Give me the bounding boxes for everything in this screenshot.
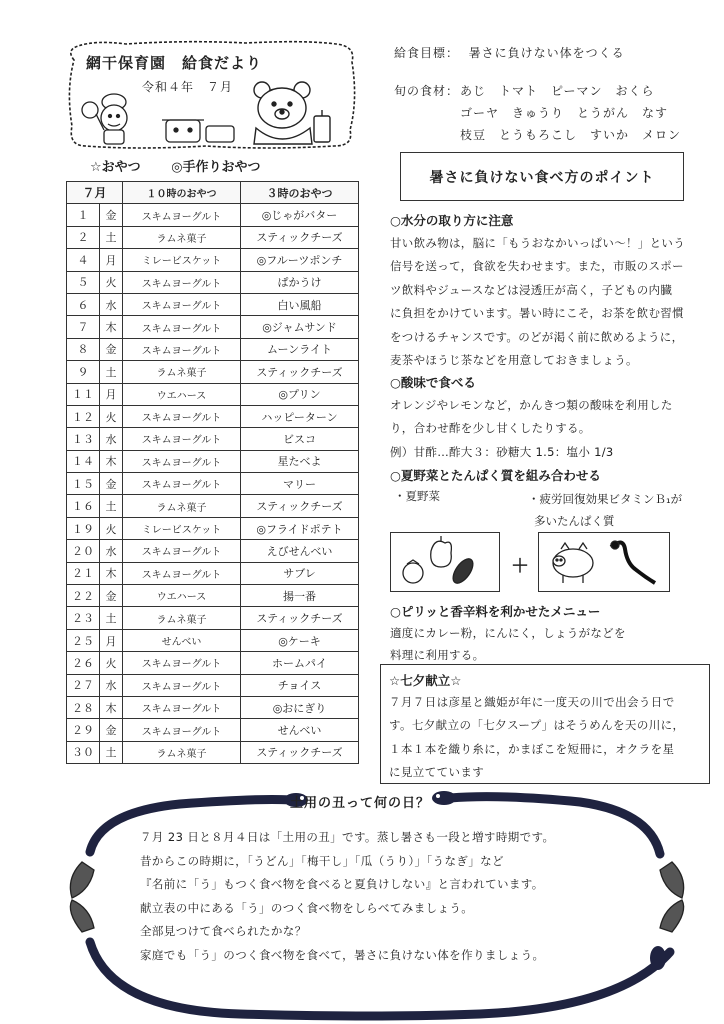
table-row [67, 361, 359, 383]
cell-day: ２５ [67, 629, 100, 651]
cell-weekday: 土 [100, 226, 123, 248]
cell-day: １９ [67, 517, 100, 539]
table-row [67, 540, 359, 562]
table-row [67, 629, 359, 651]
cell-day: ６ [67, 293, 100, 315]
legend-snack: ☆おやつ [90, 160, 141, 175]
table-row [67, 585, 359, 607]
water-line: 甘い飲み物は，脳に「もうおなかいっぱい～！」という [390, 236, 685, 250]
cell-3pm-snack: サブレ [241, 562, 359, 584]
cell-day: ２３ [67, 607, 100, 629]
cell-day: ３０ [67, 741, 100, 763]
cell-day: ４ [67, 249, 100, 271]
doyo-line: 全部見つけて食べられたかな？ [140, 924, 307, 939]
plus-icon: ＋ [511, 556, 529, 577]
cell-3pm-snack: ホームパイ [241, 652, 359, 674]
seasonal-ingredients [394, 80, 681, 146]
cell-10am-snack: ラムネ菓子 [123, 361, 241, 383]
snack-table [66, 181, 359, 764]
cell-3pm-snack: ◎フライドポテト [241, 517, 359, 539]
cell-day: ２９ [67, 719, 100, 741]
cell-10am-snack: スキムヨーグルト [123, 719, 241, 741]
cell-3pm-snack: スティックチーズ [241, 226, 359, 248]
cell-3pm-snack: スティックチーズ [241, 607, 359, 629]
cell-weekday: 土 [100, 361, 123, 383]
cell-3pm-snack: ◎じゃがバター [241, 204, 359, 226]
combo-right-line: 多いたんぱく質 [534, 514, 615, 528]
cell-day: １１ [67, 383, 100, 405]
cell-3pm-snack: チョイス [241, 674, 359, 696]
section-sour-heading: ○酸味で食べる [390, 375, 476, 390]
cell-3pm-snack: ◎ジャムサンド [241, 316, 359, 338]
tanabata-box [380, 664, 710, 784]
cell-weekday: 木 [100, 696, 123, 718]
cell-weekday: 月 [100, 629, 123, 651]
tanabata-title: ☆七夕献立☆ [389, 673, 462, 688]
cell-3pm-snack: スティックチーズ [241, 495, 359, 517]
table-row [67, 204, 359, 226]
cell-day: １ [67, 204, 100, 226]
spice-line: 料理に利用する。 [390, 648, 485, 662]
cell-weekday: 火 [100, 405, 123, 427]
cell-10am-snack: スキムヨーグルト [123, 540, 241, 562]
page-title: 網干保育園 給食だより [86, 54, 263, 72]
table-row [67, 450, 359, 472]
combo-left-label: ・夏野菜 [394, 489, 440, 503]
cell-weekday: 月 [100, 383, 123, 405]
cell-day: １３ [67, 428, 100, 450]
cell-weekday: 水 [100, 674, 123, 696]
cell-weekday: 水 [100, 428, 123, 450]
doyo-line: 昔からこの時期に，「うどん」「梅干し」「瓜（うり）」「うなぎ」など [140, 853, 504, 868]
cell-day: ８ [67, 338, 100, 360]
cell-10am-snack: ミレービスケット [123, 249, 241, 271]
sour-line: 例）甘酢…酢大３：砂糖大 1.5：塩小 1/3 [390, 444, 614, 459]
cell-3pm-snack: スティックチーズ [241, 361, 359, 383]
cell-weekday: 金 [100, 338, 123, 360]
cell-10am-snack: スキムヨーグルト [123, 696, 241, 718]
header-3pm: ３時のおやつ [241, 182, 359, 204]
section-water-body [390, 232, 706, 372]
combo-right-line: ・疲労回復効果ビタミンＢ₁が [528, 492, 683, 506]
cell-day: ２２ [67, 585, 100, 607]
cell-day: １５ [67, 473, 100, 495]
cell-10am-snack: スキムヨーグルト [123, 271, 241, 293]
table-row [67, 473, 359, 495]
cell-10am-snack: スキムヨーグルト [123, 204, 241, 226]
cell-weekday: 土 [100, 495, 123, 517]
water-line: ツ飲料やジュースなどは浸透圧が高く，子どもの内臓 [390, 282, 673, 297]
table-row [67, 562, 359, 584]
cell-10am-snack: スキムヨーグルト [123, 674, 241, 696]
doyo-line: 家庭でも「う」のつく食べ物を食べて，暑さに負けない体を作りましょう。 [140, 947, 545, 962]
cell-10am-snack: せんべい [123, 629, 241, 651]
tanabata-line: ７月７日は彦星と織姫が年に一度天の川で出会う日で [389, 695, 675, 709]
tips-title-box: 暑さに負けない食べ方のポイント [400, 152, 684, 201]
header-month: ７月 [67, 182, 123, 204]
cell-10am-snack: スキムヨーグルト [123, 405, 241, 427]
vegetables-illustration [390, 532, 500, 592]
cell-day: ２０ [67, 540, 100, 562]
cell-3pm-snack: 白い風船 [241, 293, 359, 315]
table-row [67, 517, 359, 539]
cell-3pm-snack: ◎プリン [241, 383, 359, 405]
section-spice-body [390, 622, 706, 666]
cell-day: １２ [67, 405, 100, 427]
cell-weekday: 火 [100, 271, 123, 293]
cell-3pm-snack: マリー [241, 473, 359, 495]
doyo-body [140, 826, 610, 968]
cell-3pm-snack: ◎ケーキ [241, 629, 359, 651]
cell-day: ２ [67, 226, 100, 248]
cell-3pm-snack: 星たべよ [241, 450, 359, 472]
issue-date: 令和４年 ７月 [142, 80, 234, 94]
tanabata-line: に見立てています [389, 765, 485, 780]
pig-eel-illustration [538, 532, 670, 592]
cell-10am-snack: スキムヨーグルト [123, 293, 241, 315]
section-combo-heading: ○夏野菜とたんぱく質を組み合わせる [390, 468, 601, 483]
cell-weekday: 火 [100, 652, 123, 674]
table-row [67, 428, 359, 450]
cell-3pm-snack: 揚一番 [241, 585, 359, 607]
table-row [67, 249, 359, 271]
cooking-pots-illustration [162, 120, 234, 142]
table-header-row [67, 182, 359, 204]
cell-3pm-snack: ハッピーターン [241, 405, 359, 427]
water-line: をつけるチャンスです。のどが渇く前に飲めるように， [390, 329, 684, 344]
cell-3pm-snack: ◎おにぎり [241, 696, 359, 718]
cell-weekday: 水 [100, 293, 123, 315]
cell-weekday: 金 [100, 204, 123, 226]
cell-weekday: 木 [100, 450, 123, 472]
cell-day: １６ [67, 495, 100, 517]
table-row [67, 696, 359, 718]
doyo-line: 『名前に「う」もつく食べ物を食べると夏負けしない』と言われています。 [140, 877, 544, 892]
tanabata-line: す。七夕献立の「七夕スープ」はそうめんを天の川に， [389, 718, 685, 733]
cell-weekday: 木 [100, 562, 123, 584]
cell-10am-snack: スキムヨーグルト [123, 316, 241, 338]
table-row [67, 226, 359, 248]
cell-3pm-snack: スティックチーズ [241, 741, 359, 763]
cell-3pm-snack: ぱかうけ [241, 271, 359, 293]
cell-10am-snack: ウエハース [123, 585, 241, 607]
meal-goal [394, 44, 625, 61]
seasonal-line-2: ゴーヤ きゅうり とうがん なす [460, 106, 669, 120]
water-line: 麦茶やほうじ茶などを用意しておきましょう。 [390, 353, 638, 368]
cell-weekday: 金 [100, 719, 123, 741]
cell-10am-snack: スキムヨーグルト [123, 450, 241, 472]
table-row [67, 293, 359, 315]
doyo-title: 土用の丑って何の日？ [290, 796, 431, 811]
table-row [67, 316, 359, 338]
cell-weekday: 月 [100, 249, 123, 271]
section-spice-heading: ○ピリッと香辛料を利かせたメニュー [390, 604, 601, 619]
cell-day: ２６ [67, 652, 100, 674]
cell-3pm-snack: ◎フルーツポンチ [241, 249, 359, 271]
cell-day: ２７ [67, 674, 100, 696]
table-row [67, 383, 359, 405]
sour-line: オレンジやレモンなど，かんきつ類の酸味を利用した [390, 398, 673, 412]
table-row [67, 674, 359, 696]
cell-weekday: 金 [100, 585, 123, 607]
cell-weekday: 水 [100, 540, 123, 562]
chef-bear-illustration [82, 94, 127, 144]
snack-legend [90, 156, 287, 175]
table-row [67, 495, 359, 517]
sour-line: り，合わせ酢を少し甘くしたりする。 [390, 421, 591, 436]
water-line: に負担をかけています。暑い時にこそ，お茶を飲む習慣 [390, 306, 684, 321]
table-row [67, 607, 359, 629]
cell-3pm-snack: ビスコ [241, 428, 359, 450]
header-10am: １０時のおやつ [123, 182, 241, 204]
cell-10am-snack: ウエハース [123, 383, 241, 405]
doyo-line: ７月 23 日と８月４日は「土用の丑」です。蒸し暑さも一段と増す時期です。 [140, 830, 555, 844]
table-row [67, 271, 359, 293]
cell-10am-snack: スキムヨーグルト [123, 338, 241, 360]
cell-10am-snack: ミレービスケット [123, 517, 241, 539]
cell-weekday: 土 [100, 741, 123, 763]
cell-10am-snack: ラムネ菓子 [123, 226, 241, 248]
section-water-heading: ○水分の取り方に注意 [390, 213, 514, 228]
water-line: 信号を送って，食欲を失わせます。また，市販のスポー [390, 259, 684, 274]
legend-homemade: ◎手作りおやつ [171, 160, 261, 175]
table-row [67, 719, 359, 741]
cell-day: ５ [67, 271, 100, 293]
cell-weekday: 金 [100, 473, 123, 495]
tanabata-line: １本１本を織り糸に，かまぼこを短冊に，オクラを星 [389, 741, 675, 756]
seasonal-line-1: あじ トマト ピーマン おくら [460, 84, 655, 98]
cell-weekday: 土 [100, 607, 123, 629]
combo-right-label [528, 488, 682, 532]
table-row [67, 652, 359, 674]
section-sour-body [390, 394, 706, 464]
cell-10am-snack: ラムネ菓子 [123, 741, 241, 763]
bear-illustration [254, 82, 330, 144]
cell-10am-snack: スキムヨーグルト [123, 652, 241, 674]
cell-10am-snack: ラムネ菓子 [123, 495, 241, 517]
table-row [67, 405, 359, 427]
spice-line: 適度にカレー粉，にんにく，しょうがなどを [390, 626, 626, 640]
cell-day: １４ [67, 450, 100, 472]
cell-day: ９ [67, 361, 100, 383]
cell-3pm-snack: えびせんべい [241, 540, 359, 562]
cell-10am-snack: ラムネ菓子 [123, 607, 241, 629]
cell-10am-snack: スキムヨーグルト [123, 428, 241, 450]
seasonal-label: 旬の食材： [394, 84, 460, 98]
tanabata-body [389, 691, 703, 785]
goal-label: 給食目標： [394, 46, 460, 60]
table-row [67, 338, 359, 360]
cell-weekday: 火 [100, 517, 123, 539]
cell-weekday: 木 [100, 316, 123, 338]
cell-10am-snack: スキムヨーグルト [123, 473, 241, 495]
cell-day: ７ [67, 316, 100, 338]
cell-3pm-snack: ムーンライト [241, 338, 359, 360]
cell-10am-snack: スキムヨーグルト [123, 562, 241, 584]
cell-day: ２８ [67, 696, 100, 718]
goal-text: 暑さに負けない体をつくる [468, 46, 625, 60]
seasonal-line-3: 枝豆 とうもろこし すいか メロン [460, 128, 682, 142]
doyo-line: 献立表の中にある「う」のつく食べ物をしらべてみましょう。 [140, 900, 474, 915]
cell-day: ２１ [67, 562, 100, 584]
cell-3pm-snack: せんべい [241, 719, 359, 741]
table-row [67, 741, 359, 763]
